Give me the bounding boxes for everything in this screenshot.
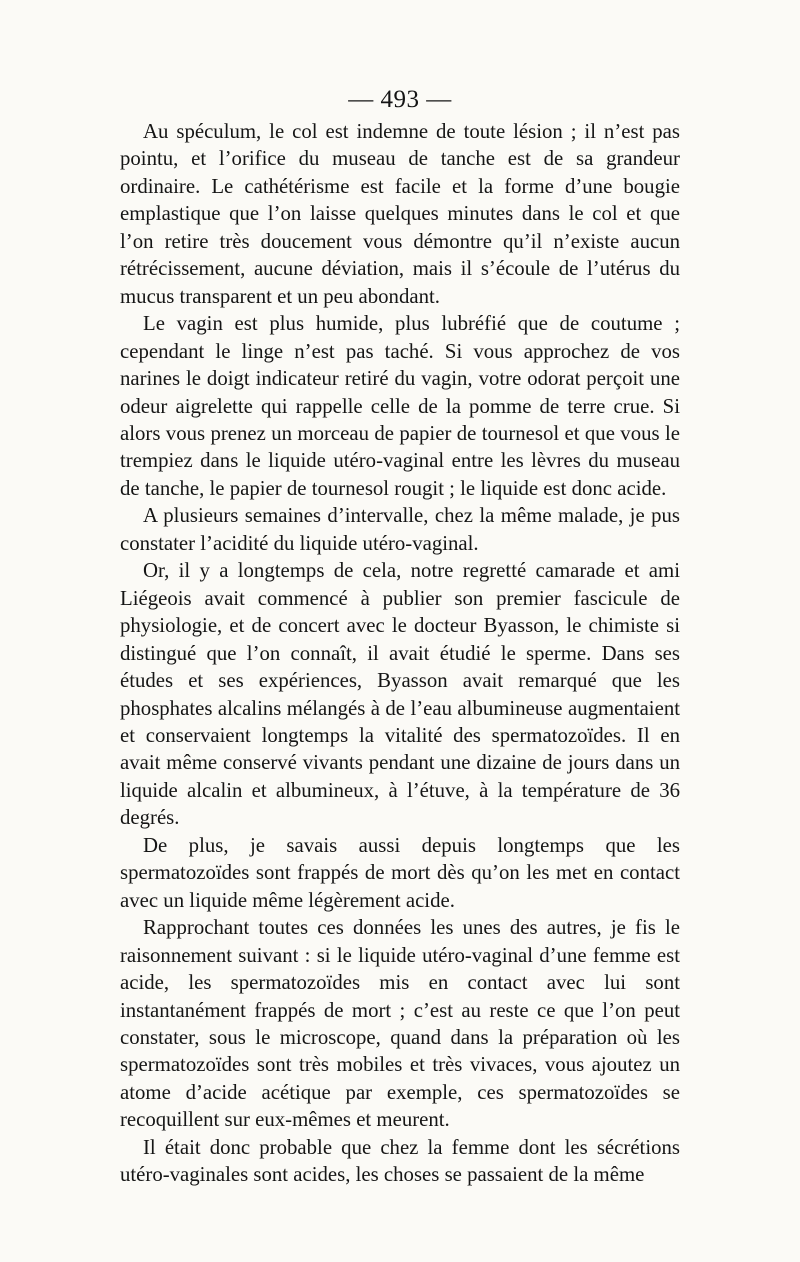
paragraph-7: Il était donc probable que chez la femme dont les sécrétions utéro-vaginales sont acides, les choses se passaient de la même: [120, 1135, 680, 1187]
paragraph-1: Au spéculum, le col est indemne de toute lésion ; il n’est pas pointu, et l’orifice du museau de tanche est de sa grandeur ordinaire. Le cathétérisme est facile et la forme d’une bougie emplastique que l’on laisse quelques minutes dans le col et que l’on retire très doucement vous démontre qu’il n’existe aucun rétrécissement, aucune déviation, mais il s’écoule de l’utérus du mucus transparent et un peu abondant.: [120, 120, 680, 308]
paragraph-5: De plus, je savais aussi depuis longtemps que les spermatozoïdes sont frappés de mort dès qu’on les met en contact avec un liquide même légèrement acide.: [120, 833, 680, 912]
paragraph-6: Rapprochant toutes ces données les unes des autres, je fis le raisonnement suivant : si le liquide utéro-vaginal d’une femme est acide, les spermatozoïdes mis en contact avec lui sont instantanément frappés de mort ; c’est au reste ce que l’on peut constater, sous le microscope, quand dans la préparation où les spermatozoïdes sont très mobiles et très vivaces, vous ajoutez un atome d’acide acétique par exemple, ces spermatozoïdes se recoquillent sur eux-mêmes et meurent.: [120, 916, 680, 1132]
body-text: [120, 118, 680, 1189]
paragraph-3: A plusieurs semaines d’intervalle, chez la même malade, je pus constater l’acidité du liquide utéro-vaginal.: [120, 504, 680, 555]
paragraph-4: Or, il y a longtemps de cela, notre regretté camarade et ami Liégeois avait commencé à publier son premier fascicule de physiologie, et de concert avec le docteur Byasson, le chimiste si distingué que l’on connaît, il avait étudié le sperme. Dans ses études et ses expériences, Byasson avait remarqué que les phosphates alcalins mélangés à de l’eau albumineuse augmentaient et conservaient longtemps la vitalité des spermatozoïdes. Il en avait même conservé vivants pendant une dizaine de jours dans un liquide alcalin et albumineux, à l’étuve, à la température de 36 degrés.: [120, 559, 680, 830]
page-number: — 493 —: [348, 86, 452, 113]
paragraph-2: Le vagin est plus humide, plus lubréfié que de coutume ; cependant le linge n’est pas taché. Si vous approchez de vos narines le doigt indicateur retiré du vagin, votre odorat perçoit une odeur aigrelette qui rappelle celle de la pomme de terre crue. Si alors vous prenez un morceau de papier de tournesol et que vous le trempiez dans le liquide utéro-vaginal entre les lèvres du museau de tanche, le papier de tournesol rougit ; le liquide est donc acide.: [120, 312, 680, 500]
